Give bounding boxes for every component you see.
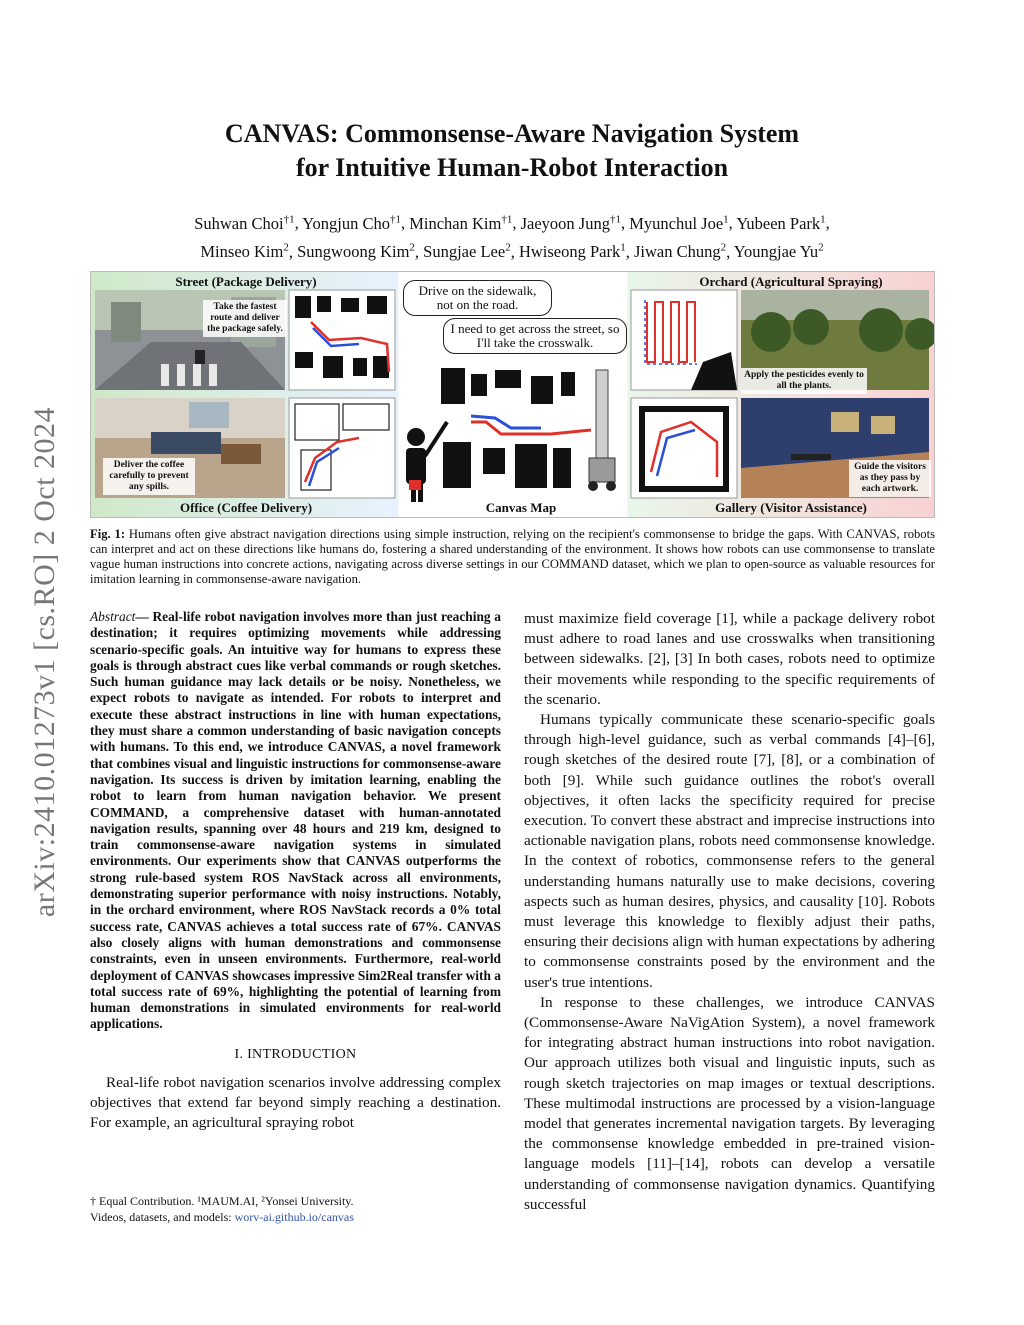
street-note: Take the fastest route and deliver the package safely.: [203, 300, 287, 337]
title-line-2: for Intuitive Human-Robot Interaction: [295, 153, 729, 182]
office-label: Office (Coffee Delivery): [179, 500, 313, 515]
author-line-2: Minseo Kim$^2$, Sungwoong Kim$^2$, Sungjae Lee$^2$, Hwiseong Park$^1$, Jiwan Chung$^2$, Youngjae Yu$^2$: [200, 241, 824, 261]
author: Yubeen Park$^1$: [736, 213, 826, 233]
author: Sungjae Lee$^2$: [423, 241, 511, 261]
author: Youngjae Yu$^2$: [733, 241, 824, 261]
figure-1: [90, 271, 935, 518]
intro-paragraph-1: must maximize field coverage [1], while a package delivery robot must adhere to road lanes and use crosswalks when transitioning between sidewalks. [2], [3] In both cases, robots need to optimize their movements while responding to the specific requirements of the scenario.: [524, 610, 935, 708]
caption-label: Fig. 1:: [90, 527, 126, 541]
author: Sungwoong Kim$^2$: [297, 241, 415, 261]
caption-text: Humans often give abstract navigation directions using simple instruction, relying on the recipient's commonsense to bridge the gaps. With CANVAS, robots can interpret and act on these directions like humans do, fostering a shared understanding of the environment. It shows how robots can use commonsense to translate vague human instructions into concrete actions, navigating across diverse settings in our COMMAND dataset, which we plan to open-source as valuable resources for imitation learning in commonsense-aware navigation.: [90, 527, 935, 586]
figure-caption: [90, 527, 935, 587]
author: Jaeyoon Jung$^{\dagger 1}$: [520, 213, 621, 233]
author: Myunchul Joe$^1$: [629, 213, 729, 233]
intro-paragraph-3: In response to these challenges, we introduce CANVAS (Commonsense-Aware NaVigAtion System), a novel framework for integrating abstract human instructions into robot navigation. Our approach utilizes both visual and linguistic inputs, such as rough sketch trajectories on map images or textual descriptions. These multimodal instructions are processed by a vision-language model that generates incremental navigation targets. By leveraging the commonsense knowledge embedded in pre-trained vision-language models [11]–[14], robots can develop a versatile understanding of commonsense navigation dynamics. Quantifying successful: [524, 993, 935, 1213]
gallery-note: Guide the visitors as they pass by each artwork.: [849, 460, 931, 497]
abstract: [90, 609, 501, 1033]
street-label: Street (Package Delivery): [175, 274, 317, 289]
author: Yongjun Cho$^{\dagger 1}$: [302, 213, 401, 233]
author: Hwiseong Park$^1$: [518, 241, 626, 261]
speech-bubble-sidewalk: Drive on the sidewalk, not on the road.: [403, 280, 552, 316]
author-list: [100, 207, 924, 264]
project-link[interactable]: worv-ai.github.io/canvas: [234, 1209, 354, 1224]
speech-bubble-crosswalk: I need to get across the street, so I'll take the crosswalk.: [443, 318, 627, 354]
abstract-label: Abstract: [90, 609, 136, 624]
office-note: Deliver the coffee carefully to prevent any spills.: [103, 458, 195, 495]
orchard-label: Orchard (Agricultural Spraying): [699, 274, 883, 289]
gallery-map: [631, 398, 737, 498]
paper-title: [100, 117, 924, 185]
author-line-1: Suhwan Choi$^{\dagger 1}$, Yongjun Cho$^{\dagger 1}$, Minchan Kim$^{\dagger 1}$, Jaeyoon Jung$^{\dagger 1}$, Myunchul Joe$^1$, Yubeen Park$^1$,: [194, 213, 830, 233]
intro-paragraph-left: Real-life robot navigation scenarios involve addressing complex objectives that extend far beyond simply reaching a destination. For example, an agricultural spraying robot: [90, 1073, 501, 1132]
canvas-map-label: Canvas Map: [485, 500, 557, 515]
arxiv-stamp: arXiv:2410.01273v1 [cs.RO] 2 Oct 2024: [28, 406, 61, 918]
right-column: [524, 609, 935, 1215]
author: Jiwan Chung$^2$: [633, 241, 727, 261]
author: Minseo Kim$^2$: [200, 241, 289, 261]
gallery-label: Gallery (Visitor Assistance): [715, 500, 867, 515]
author: Minchan Kim$^{\dagger 1}$: [409, 213, 513, 233]
left-column: [90, 609, 501, 1134]
footnote-links: Videos, datasets, and models: worv-ai.github.io/canvas: [90, 1209, 354, 1224]
footnote-affiliations: † Equal Contribution. ¹MAUM.AI, ²Yonsei University.: [90, 1194, 354, 1208]
section-heading-introduction: I. INTRODUCTION: [234, 1046, 357, 1062]
title-line-1: CANVAS: Commonsense-Aware Navigation System: [224, 119, 800, 148]
abstract-text: — Real-life robot navigation involves more than just reaching a destination; it requires optimizing movements while addressing scenario-specific goals. An intuitive way for humans to express these goals is through abstract cues like verbal commands or rough sketches. Such human guidance may lack details or be noisy. Nonetheless, we expect robots to navigate as intended. For robots to interpret and execute these abstract instructions in line with human expectations, they must share a common understanding of basic navigation concepts with humans. To this end, we introduce CANVAS, a novel framework that combines visual and linguistic instructions for commonsense-aware navigation. Its success is driven by imitation learning, enabling the robot to learn from human navigation behavior. We present COMMAND, a comprehensive dataset with human-annotated navigation results, spanning over 48 hours and 219 km, designed to train commonsense-aware navigation systems in simulated environments. Our experiments show that CANVAS outperforms the strong rule-based system ROS NavStack across all environments, demonstrating superior performance with noisy instructions. Notably, in the orchard environment, where ROS NavStack records a 0% total success rate, CANVAS achieves a total success rate of 67%. CANVAS also closely aligns with human demonstrations and commonsense constraints, even in unseen environments. Furthermore, real-world deployment of CANVAS showcases impressive Sim2Real transfer with a total success rate of 69%, highlighting the potential of learning from human demonstrations in simulated environments for real-world applications.: [90, 609, 501, 1032]
footnote: [90, 1194, 501, 1225]
intro-paragraph-2: Humans typically communicate these scenario-specific goals through high-level guidance, such as verbal commands [4]–[6], rough sketches of the desired route [7], [8], or a combination of both [9]. While such guidance outlines the robot's overall objectives, it often lacks the specificity required for precise execution. To convert these abstract and imprecise instructions into actionable navigation plans, robots need commonsense knowledge. In the context of robotics, commonsense refers to the general understanding humans naturally use to make decisions, covering aspects such as human desires, physics, and causality [10]. Robots must leverage this knowledge to flexibly adjust their paths, ensuring their decisions align with human expectations by adhering to commonsense constraints posed by the environment and the user's true intentions.: [524, 711, 935, 991]
office-map: [289, 398, 395, 498]
author: Suhwan Choi$^{\dagger 1}$: [194, 213, 295, 233]
orchard-note: Apply the pesticides evenly to all the plants.: [741, 368, 867, 394]
